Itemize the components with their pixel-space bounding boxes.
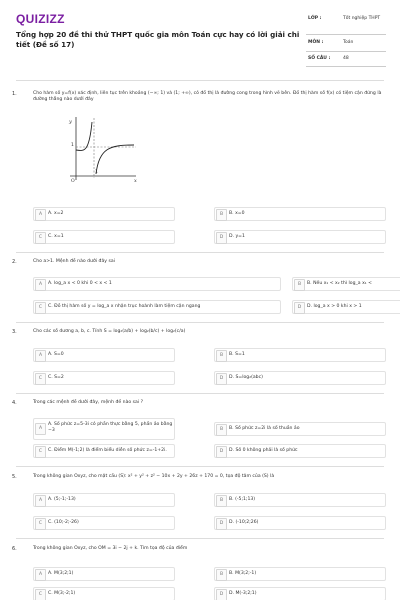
question-text: Trong không gian Oxyz, cho OM = 3i − 2j + k. Tìm tọa độ của điểm bbox=[33, 546, 188, 551]
option-text: A. log_a x < 0 khi 0 < x < 1 bbox=[48, 281, 112, 286]
option-letter: B bbox=[216, 495, 227, 507]
option-letter: C bbox=[35, 302, 46, 314]
option-letter: B bbox=[294, 279, 305, 291]
option-a[interactable] bbox=[33, 493, 175, 507]
option-letter: B bbox=[216, 350, 227, 362]
option-text: A. (5;-1;-13) bbox=[48, 497, 76, 502]
meta-count-label: SỐ CÂU : bbox=[308, 56, 331, 61]
option-letter: B bbox=[216, 424, 227, 436]
option-text: D. log_a x > 0 khi x > 1 bbox=[307, 304, 362, 309]
option-text: A. M(3;2;1) bbox=[48, 571, 74, 576]
option-d[interactable] bbox=[214, 230, 386, 244]
option-b[interactable] bbox=[214, 207, 386, 221]
meta-subject-row bbox=[306, 35, 386, 52]
option-text: C. Điểm M(-1;2) là điểm biểu diễn số phức z=-1+2i. bbox=[48, 448, 167, 453]
option-d[interactable] bbox=[214, 371, 386, 385]
option-letter: A bbox=[35, 209, 46, 221]
option-d[interactable] bbox=[214, 587, 386, 600]
option-b[interactable] bbox=[214, 567, 386, 581]
question-number: 2. bbox=[12, 259, 17, 265]
option-text: C. (10;-2;-26) bbox=[48, 520, 79, 525]
option-text: B. x=0 bbox=[229, 211, 245, 216]
option-c[interactable] bbox=[33, 516, 175, 530]
option-d[interactable] bbox=[292, 300, 400, 314]
option-c[interactable] bbox=[33, 300, 281, 314]
worksheet-meta bbox=[306, 12, 386, 67]
question-text: Cho hàm số y=f(x) xác định, liên tục trên khoảng (−∞; 1) và (1; +∞), có đồ thị là đường cong trong hình vẽ bên. Đồ thị hàm số f(x) có tiệm cận đứng là đường thẳng nào dưới đây bbox=[33, 91, 382, 102]
option-text: A. S=0 bbox=[48, 352, 64, 357]
question-divider bbox=[16, 466, 384, 467]
meta-grade-value: Tốt nghiệp THPT bbox=[343, 16, 381, 21]
question-text: Cho các số dương a, b, c. Tính S = log₂(a/b) + log₂(b/c) + log₂(c/a) bbox=[33, 329, 186, 334]
option-letter: C bbox=[35, 518, 46, 530]
option-letter: D bbox=[216, 373, 227, 385]
meta-subject-label: MÔN : bbox=[308, 40, 324, 45]
question-number: 4. bbox=[12, 400, 17, 406]
graph-x-label: x bbox=[134, 178, 137, 184]
meta-subject-value: Toán bbox=[343, 40, 354, 45]
option-b[interactable] bbox=[214, 348, 386, 362]
option-letter: D bbox=[216, 446, 227, 458]
function-graph bbox=[58, 114, 138, 184]
option-letter: C bbox=[35, 232, 46, 244]
option-text: B. S=1 bbox=[229, 352, 245, 357]
graph-origin-label: O bbox=[71, 179, 75, 184]
question-text: Trong các mệnh đề dưới đây, mệnh đề nào sai ? bbox=[33, 400, 144, 405]
option-letter: D bbox=[216, 589, 227, 600]
header-divider bbox=[16, 80, 384, 81]
brand-logo: QUIZIZZ bbox=[16, 12, 65, 26]
option-letter: A bbox=[35, 279, 46, 291]
meta-count-value: 48 bbox=[343, 56, 349, 61]
question-number: 5. bbox=[12, 474, 17, 480]
graph-tick-y: 1 bbox=[71, 143, 74, 148]
option-text: C. S=2 bbox=[48, 375, 64, 380]
meta-grade-label: LỚP : bbox=[308, 16, 322, 21]
question-divider bbox=[16, 393, 384, 394]
option-text: A. x=2 bbox=[48, 211, 64, 216]
option-letter: C bbox=[35, 446, 46, 458]
option-text: D. M(-3;2;1) bbox=[229, 591, 257, 596]
option-text: B. (-5;1;13) bbox=[229, 497, 256, 502]
option-text: D. S=log₂(abc) bbox=[229, 375, 263, 380]
question-divider bbox=[16, 252, 384, 253]
option-letter: A bbox=[35, 569, 46, 581]
question-number: 6. bbox=[12, 546, 17, 552]
option-letter: B bbox=[216, 569, 227, 581]
option-letter: D bbox=[216, 232, 227, 244]
question-text: Trong không gian Oxyz, cho mặt cầu (S): x² + y² + z² − 10x + 2y + 26z + 170 = 0, tọa độ tâm của (S) là bbox=[33, 474, 275, 479]
option-letter: D bbox=[216, 518, 227, 530]
question-number: 3. bbox=[12, 329, 17, 335]
meta-grade-row bbox=[306, 12, 386, 35]
option-letter: A bbox=[35, 350, 46, 362]
option-a[interactable] bbox=[33, 567, 175, 581]
graph-tick-x: 1 bbox=[95, 170, 98, 175]
option-text: C. Đồ thị hàm số y = log_a x nhận trục hoành làm tiệm cận ngang bbox=[48, 304, 201, 309]
option-c[interactable] bbox=[33, 230, 175, 244]
option-text: C. x=1 bbox=[48, 234, 64, 239]
option-a[interactable] bbox=[33, 418, 175, 440]
option-b[interactable] bbox=[214, 422, 386, 436]
option-text: D. Số 0 không phải là số phức bbox=[229, 448, 298, 453]
option-a[interactable] bbox=[33, 348, 175, 362]
question-number: 1. bbox=[12, 91, 17, 97]
question-divider bbox=[16, 322, 384, 323]
option-text: B. Số phức z=2i là số thuần ảo bbox=[229, 426, 300, 431]
option-letter: A bbox=[35, 423, 46, 435]
question-divider bbox=[16, 538, 384, 539]
option-d[interactable] bbox=[214, 444, 386, 458]
option-letter: B bbox=[216, 209, 227, 221]
option-text: A. Số phức z=5-3i có phần thực bằng 5, phần ảo bằng −3 bbox=[48, 422, 173, 433]
option-text: B. M(3;2;-1) bbox=[229, 571, 257, 576]
option-text: D. y=1 bbox=[229, 234, 245, 239]
option-letter: A bbox=[35, 495, 46, 507]
option-c[interactable] bbox=[33, 371, 175, 385]
option-c[interactable] bbox=[33, 587, 175, 600]
option-a[interactable] bbox=[33, 207, 175, 221]
option-letter: D bbox=[294, 302, 305, 314]
option-letter: C bbox=[35, 373, 46, 385]
page-title: Tổng hợp 20 đề thi thử THPT quốc gia môn Toán cực hay có lời giải chi tiết (Đề số 17) bbox=[16, 30, 300, 49]
option-text: D. (-10;2;26) bbox=[229, 520, 259, 525]
option-letter: C bbox=[35, 589, 46, 600]
option-text: C. M(3;-2;1) bbox=[48, 591, 76, 596]
graph-y-label: y bbox=[69, 119, 72, 125]
option-a[interactable] bbox=[33, 277, 281, 291]
meta-count-row bbox=[306, 52, 386, 67]
option-text: B. Nếu x₁ < x₂ thì log_a x₁ < bbox=[307, 281, 372, 286]
option-b[interactable] bbox=[292, 277, 400, 291]
option-c[interactable] bbox=[33, 444, 175, 458]
option-b[interactable] bbox=[214, 493, 386, 507]
option-d[interactable] bbox=[214, 516, 386, 530]
question-text: Cho a>1. Mệnh đề nào dưới đây sai bbox=[33, 259, 115, 264]
